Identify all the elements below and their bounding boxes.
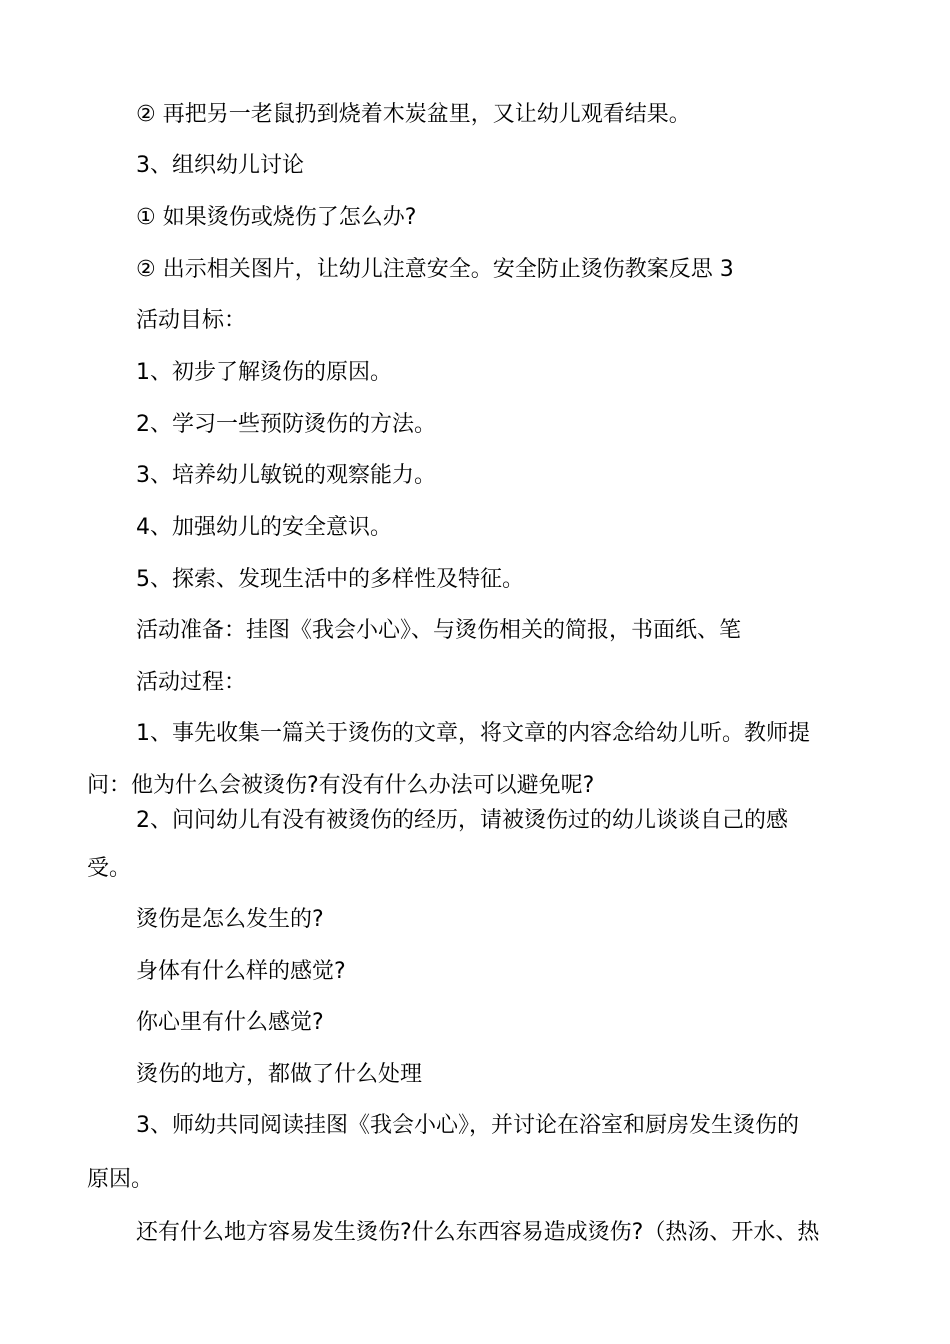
- text-line: 你心里有什么感觉?: [136, 1010, 324, 1035]
- list-item: 5、探索、发现生活中的多样性及特征。: [136, 567, 524, 592]
- text-line: ① 如果烫伤或烧伤了怎么办?: [136, 205, 417, 230]
- text-line: 受。: [87, 856, 132, 881]
- list-item: 4、加强幼儿的安全意识。: [136, 515, 392, 540]
- text-line: 活动准备：挂图《我会小心》、与烫伤相关的简报，书面纸、笔: [136, 618, 742, 643]
- list-item: 3、培养幼儿敏锐的观察能力。: [136, 463, 436, 488]
- text-line: ② 出示相关图片，让幼儿注意安全。安全防止烫伤教案反思 3: [136, 257, 734, 282]
- text-line: ② 再把另一老鼠扔到烧着木炭盆里，又让幼儿观看结果。: [136, 102, 691, 127]
- list-item: 2、学习一些预防烫伤的方法。: [136, 412, 436, 437]
- text-line: 2、问问幼儿有没有被烫伤的经历，请被烫伤过的幼儿谈谈自己的感: [136, 808, 788, 833]
- text-line: 原因。: [87, 1167, 154, 1192]
- text-line: 烫伤的地方，都做了什么处理: [136, 1062, 423, 1087]
- text-line: 问：他为什么会被烫伤?有没有什么办法可以避免呢?: [87, 773, 595, 798]
- text-line: 烫伤是怎么发生的?: [136, 907, 324, 932]
- list-item: 1、初步了解烫伤的原因。: [136, 360, 392, 385]
- text-line: 3、师幼共同阅读挂图《我会小心》，并讨论在浴室和厨房发生烫伤的: [136, 1113, 799, 1138]
- text-line: 1、事先收集一篇关于烫伤的文章，将文章的内容念给幼儿听。教师提: [136, 721, 810, 746]
- text-line: 3、组织幼儿讨论: [136, 153, 304, 178]
- section-heading: 活动目标：: [136, 308, 247, 333]
- section-heading: 活动过程：: [136, 670, 247, 695]
- text-line: 身体有什么样的感觉?: [136, 959, 346, 984]
- text-line: 还有什么地方容易发生烫伤?什么东西容易造成烫伤?（热汤、开水、热: [136, 1220, 820, 1245]
